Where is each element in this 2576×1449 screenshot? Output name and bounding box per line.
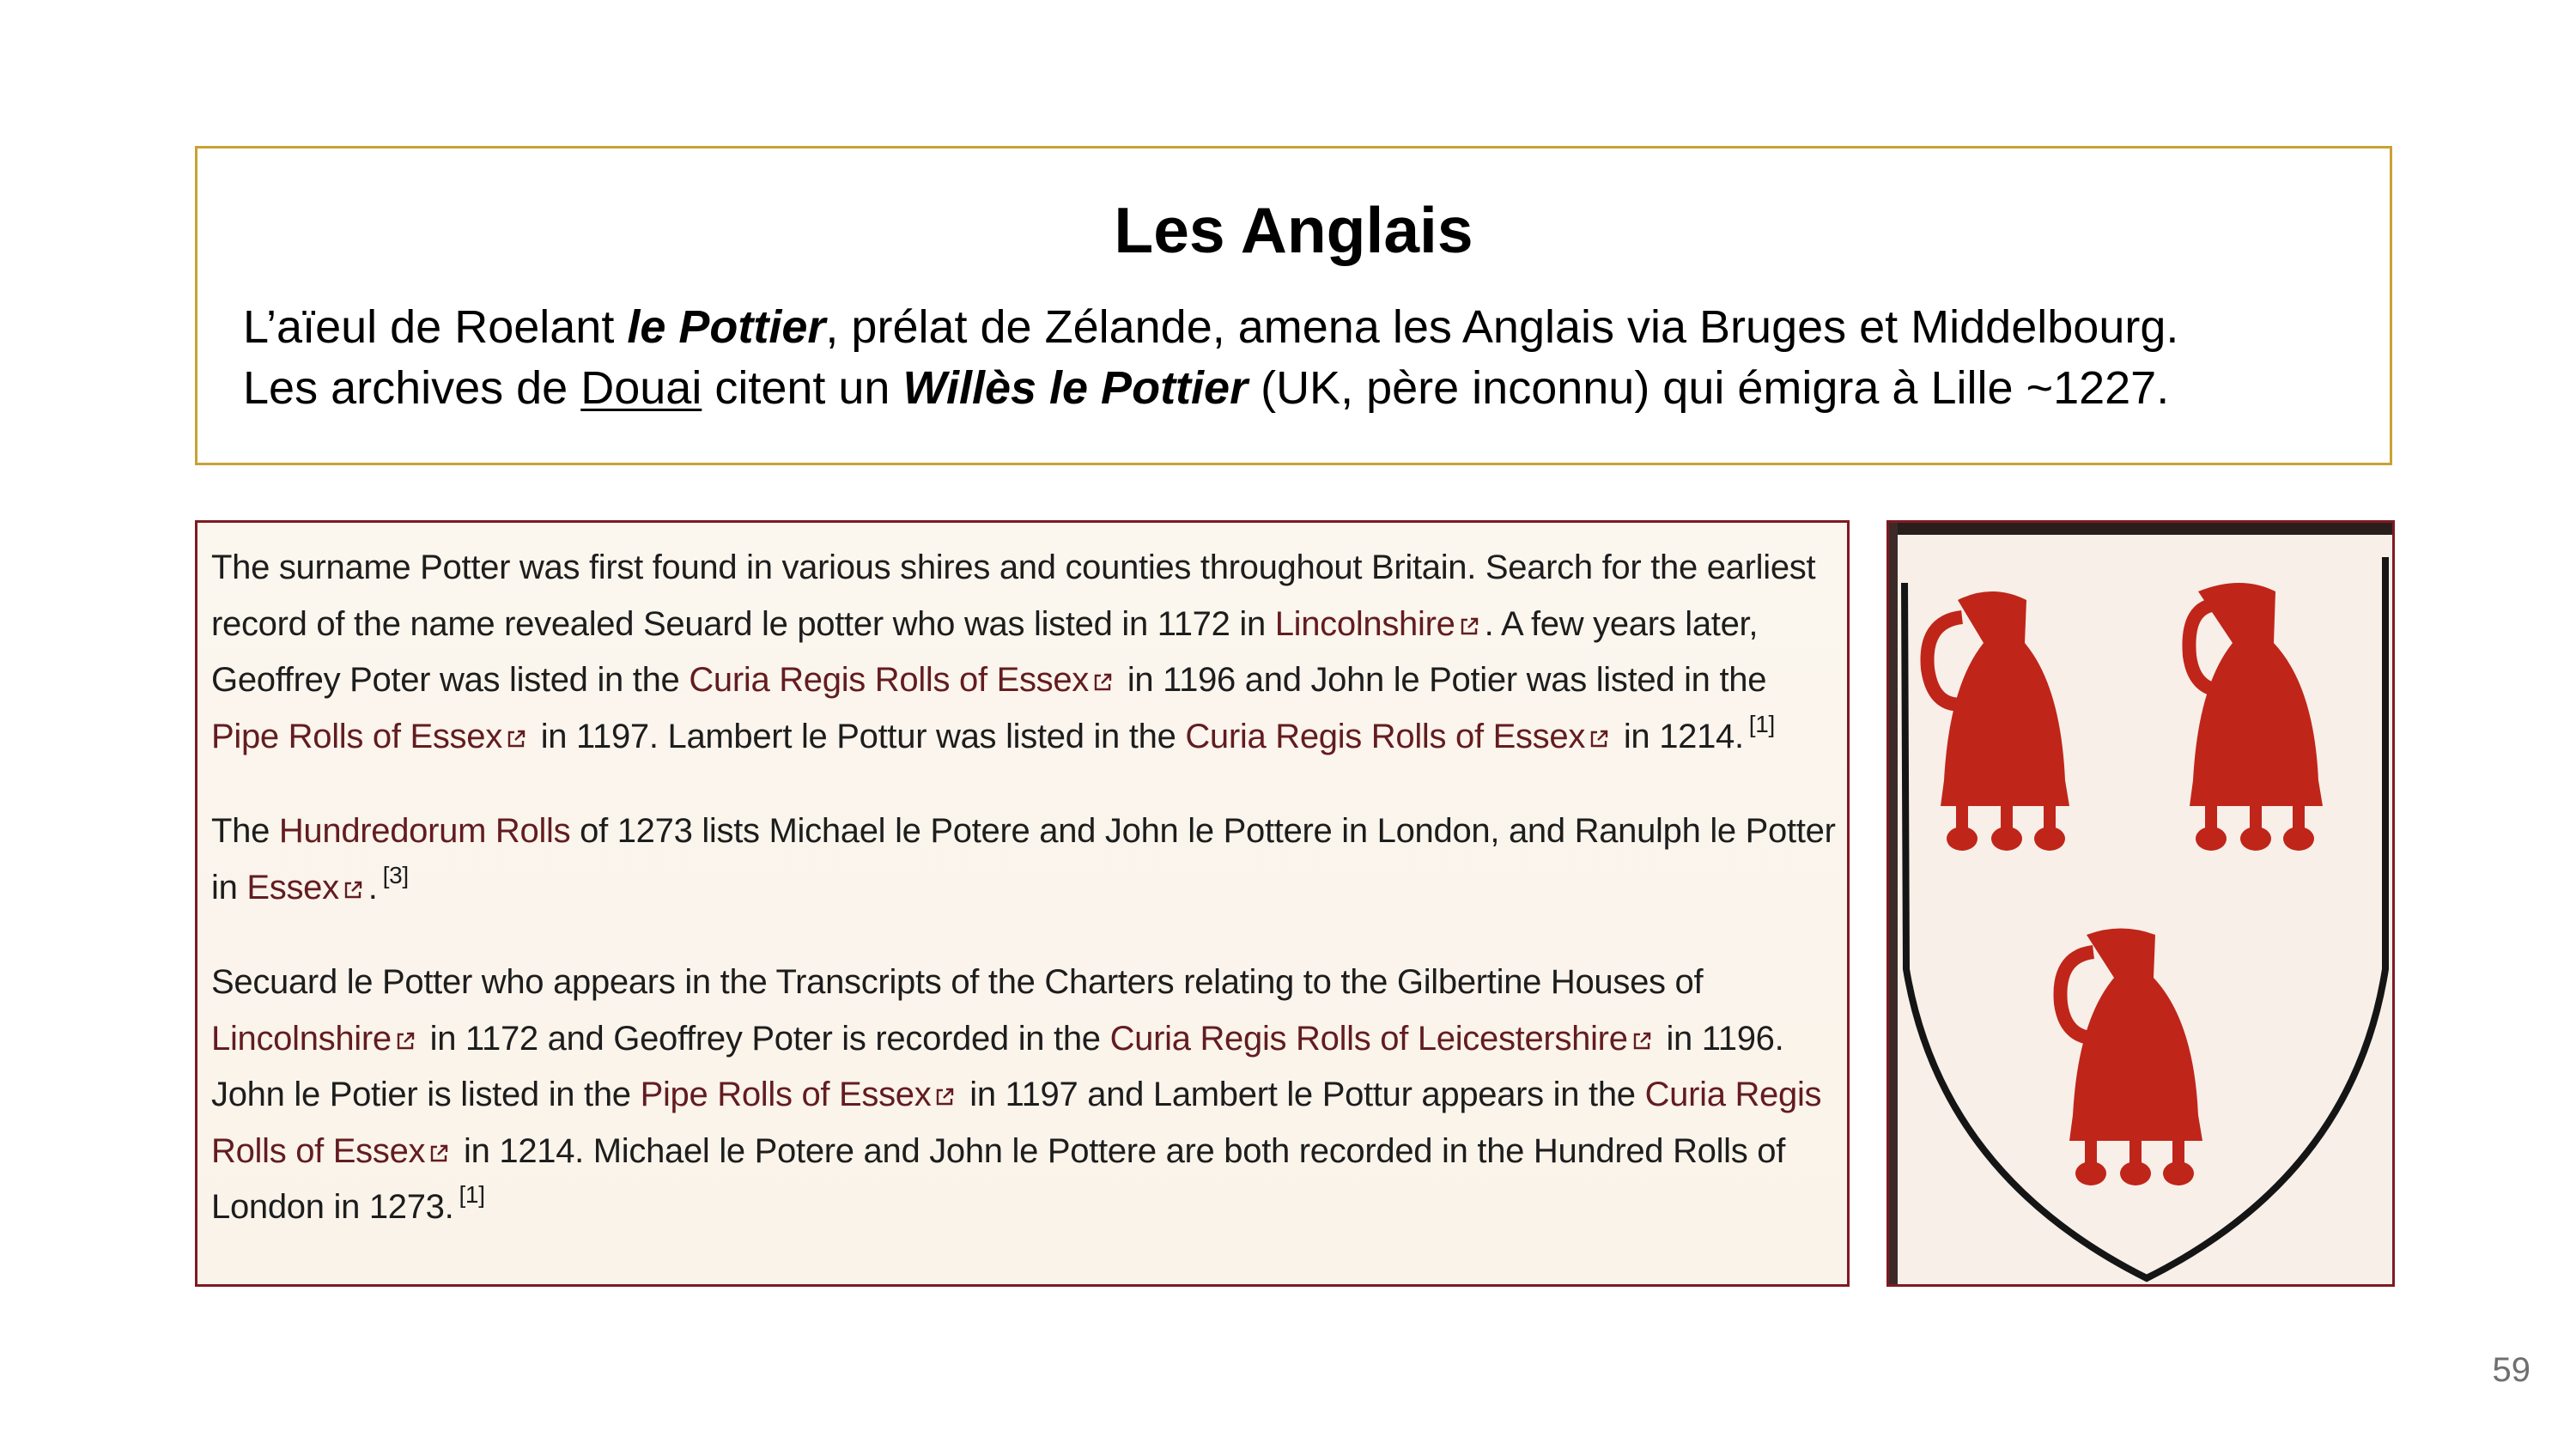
p1-text-4: in 1197. Lambert le Pottur was listed in the xyxy=(531,717,1186,755)
external-link-icon xyxy=(506,729,526,749)
external-link-icon xyxy=(1092,672,1113,693)
link-hundredorum-rolls[interactable]: Hundredorum Rolls xyxy=(278,812,571,850)
header-box xyxy=(195,146,2392,465)
p3-text-4: in 1197 and Lambert le Pottur appears in the xyxy=(960,1076,1645,1113)
external-link-icon xyxy=(1589,729,1609,749)
intro-place-douai: Douai xyxy=(580,362,702,414)
excerpt-paragraph-2 xyxy=(211,803,1843,916)
intro-name-willes: Willès le Pottier xyxy=(902,362,1249,414)
intro-line-1 xyxy=(243,297,2364,358)
intro-line-1-start: L’aïeul de Roelant xyxy=(243,301,628,353)
coat-of-arms-image xyxy=(1886,520,2395,1287)
reference-3[interactable]: [3] xyxy=(382,861,409,888)
external-link-icon xyxy=(1459,616,1479,637)
p1-text-1: The surname Potter was first found in various shires and counties throughout Britain. Search for the earliest record of the name revealed Seuard le potter who was listed in 1172 in xyxy=(211,549,1816,643)
link-lincolnshire[interactable]: Lincolnshire xyxy=(1274,604,1455,643)
link-essex[interactable]: Essex xyxy=(246,868,339,906)
p3-text-5: in 1214. Michael le Potere and John le Pottere are both recorded in the Hundred Rolls of London in 1273. xyxy=(211,1131,1786,1226)
p1-text-2: . A few years later, Geoffrey Poter was listed in the xyxy=(211,604,1759,699)
intro-line-2-end: (UK, père inconnu) qui émigra à Lille ~1227. xyxy=(1248,362,2170,414)
intro-name-roelant: le Pottier xyxy=(627,301,826,353)
link-curia-regis-leicestershire[interactable]: Curia Regis Rolls of Leicestershire xyxy=(1109,1019,1628,1058)
intro-text xyxy=(243,297,2364,419)
link-pipe-rolls-essex[interactable]: Pipe Rolls of Essex xyxy=(211,717,502,755)
p2-text-2: of 1273 lists Michael le Potere and John le Pottere in London, and Ranulph le Potter in xyxy=(211,812,1836,906)
external-link-icon xyxy=(1631,1031,1652,1052)
excerpt-text xyxy=(211,540,1843,1275)
reference-1[interactable]: [1] xyxy=(1748,710,1776,737)
p3-text-2: in 1172 and Geoffrey Poter is recorded in the xyxy=(420,1019,1110,1058)
surname-excerpt xyxy=(195,520,1850,1287)
link-curia-regis-essex-2[interactable]: Curia Regis Rolls of Essex xyxy=(1185,717,1586,755)
p1-text-5: in 1214. xyxy=(1614,717,1744,755)
p3-text-1: Secuard le Potter who appears in the Transcripts of the Charters relating to the Gilbertine Houses of xyxy=(211,963,1704,1001)
coat-of-arms-three-pots-icon xyxy=(1889,523,2395,1287)
external-link-icon xyxy=(395,1031,416,1052)
link-pipe-rolls-essex-2[interactable]: Pipe Rolls of Essex xyxy=(640,1076,932,1113)
link-lincolnshire-2[interactable]: Lincolnshire xyxy=(211,1019,392,1058)
intro-line-2 xyxy=(243,358,2364,419)
intro-line-2-middle: citent un xyxy=(702,362,903,414)
external-link-icon xyxy=(343,880,363,900)
p2-text-3: . xyxy=(368,868,378,906)
page-number: 59 xyxy=(2492,1351,2530,1389)
slide-title: Les Anglais xyxy=(1114,194,1473,266)
intro-line-2-start: Les archives de xyxy=(243,362,581,414)
link-curia-regis-essex-3[interactable]: Curia Regis Rolls of Essex xyxy=(211,1076,1822,1170)
link-curia-regis-essex[interactable]: Curia Regis Rolls of Essex xyxy=(689,661,1090,699)
excerpt-paragraph-1 xyxy=(211,540,1843,765)
p1-text-3: in 1196 and John le Potier was listed in the xyxy=(1118,661,1767,699)
excerpt-paragraph-3 xyxy=(211,955,1843,1236)
p3-text-3: in 1196. John le Potier is listed in the xyxy=(211,1019,1784,1113)
p2-text-1: The xyxy=(211,812,279,850)
external-link-icon xyxy=(934,1087,955,1107)
intro-line-1-end: , prélat de Zélande, amena les Anglais via Bruges et Middelbourg. xyxy=(825,301,2179,353)
external-link-icon xyxy=(428,1143,449,1164)
reference-1b[interactable]: [1] xyxy=(459,1181,485,1208)
